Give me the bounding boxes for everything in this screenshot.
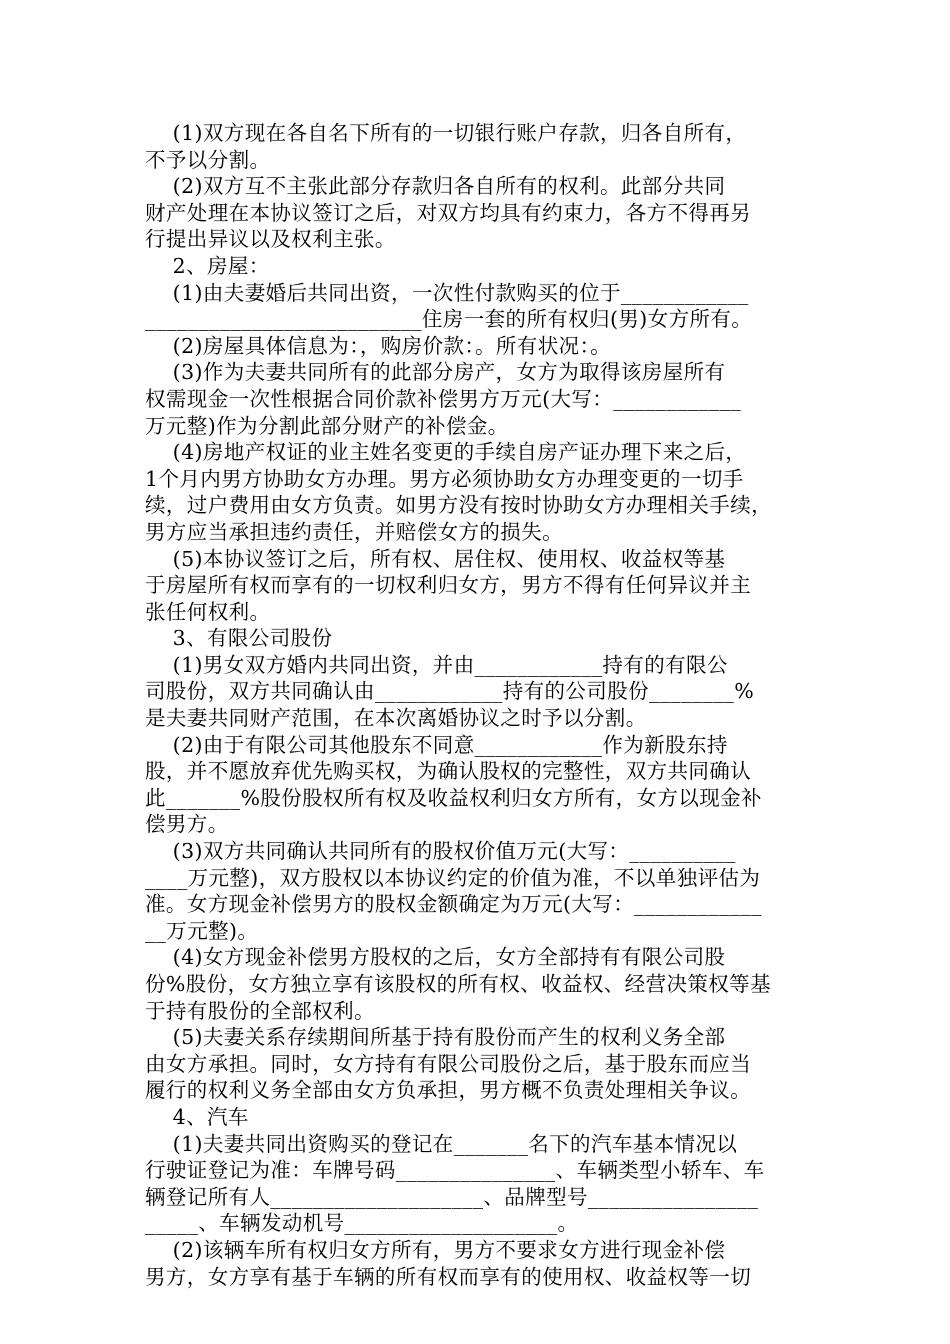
text-line: 2、房屋： [145, 253, 270, 278]
text-line: ____万元整)，双方股权以本协议约定的价值为准，不以单独评估为 [145, 865, 761, 890]
text-line: 4、汽车 [145, 1104, 249, 1129]
text-line: 准。女方现金补偿男方的股权金额确定为万元(大写：____________ [145, 892, 762, 917]
text-line: (2)双方互不主张此部分存款归各自所有的权利。此部分共同 [145, 174, 726, 199]
text-line: (5)夫妻关系存续期间所基于持有股份而产生的权利义务全部 [145, 1025, 726, 1050]
text-line: (2)房屋具体信息为：，购房价款：。所有状况：。 [145, 333, 612, 358]
text-line: (3)作为夫妻共同所有的此部分房产，女方为取得该房屋所有 [145, 360, 726, 385]
text-line: (4)房地产权证的业主姓名变更的手续自房产证办理下来之后， [145, 440, 747, 465]
text-line: (1)双方现在各自名下所有的一切银行账户存款，归各自所有， [145, 121, 747, 145]
text-line: 是夫妻共同财产范围，在本次离婚协议之时予以分割。 [145, 706, 647, 731]
text-line: 1个月内男方协助女方办理。男方必须协助女方办理变更的一切手 [145, 466, 744, 491]
text-line: 张任何权利。 [145, 599, 271, 624]
text-line: (2)该辆车所有权归女方所有，男方不要求女方进行现金补偿 [145, 1237, 726, 1262]
text-line: 份%股份，女方独立享有该股权的所有权、收益权、经营决策权等基 [145, 972, 771, 996]
text-line: (4)女方现金补偿男方股权的之后，女方全部持有有限公司股 [145, 945, 726, 970]
text-line: (2)由于有限公司其他股东不同意____________作为新股东持 [145, 732, 728, 757]
text-line: (1)男女双方婚内共同出资，并由____________持有的有限公 [145, 652, 728, 677]
text-line: 行驶证登记为准：车牌号码_______________、车辆类型小轿车、车 [145, 1158, 765, 1183]
text-line: (1)夫妻共同出资购买的登记在_______名下的汽车基本情况以 [145, 1131, 738, 1156]
text-line: 于持有股份的全部权利。 [145, 998, 375, 1023]
text-line: 男方应当承担违约责任，并赔偿女方的损失。 [145, 519, 563, 544]
text-line: (3)双方共同确认共同所有的股权价值万元(大写：__________ [145, 839, 736, 864]
text-line: 财产处理在本协议签订之后，对双方均具有约束力，各方不得再另 [145, 200, 752, 225]
text-line: __________________________住房一套的所有权归(男)女方所有。 [145, 307, 753, 332]
text-line: 由女方承担。同时，女方持有有限公司股份之后，基于股东而应当 [145, 1051, 752, 1076]
text-line: (5)本协议签订之后，所有权、居住权、使用权、收益权等基 [145, 546, 726, 571]
text-line: 辆登记所有人____________________、品牌型号________________ [145, 1184, 759, 1209]
text-line: 3、有限公司股份 [145, 626, 333, 651]
text-line: (1)由夫妻婚后共同出资，一次性付款购买的位于____________ [145, 280, 749, 305]
text-line: 续，过户费用由女方负责。如男方没有按时协助女方办理相关手续， [145, 493, 772, 518]
text-line: 股，并不愿放弃优先购买权，为确认股权的完整性，双方共同确认 [145, 759, 752, 784]
text-line: 于房屋所有权而享有的一切权利归女方，男方不得有任何异议并主 [145, 573, 752, 598]
document-body [145, 120, 807, 1290]
text-line: 履行的权利义务全部由女方负承担，男方概不负责处理相关争议。 [145, 1078, 752, 1103]
text-line: 男方，女方享有基于车辆的所有权而享有的使用权、收益权等一切 [145, 1264, 752, 1289]
text-line: 权需现金一次性根据合同价款补偿男方万元(大写：____________ [145, 386, 741, 411]
text-line: _____、车辆发动机号____________________。 [145, 1211, 579, 1236]
text-line: 行提出异议以及权利主张。 [145, 227, 396, 252]
text-line: 司股份，双方共同确认由____________持有的公司股份________% [145, 679, 755, 704]
text-line: 此_______%股份股权所有权及收益权利归女方所有，女方以现金补 [145, 785, 762, 810]
text-line: 偿男方。 [145, 812, 229, 837]
text-line: 不予以分割。 [145, 147, 271, 172]
text-line: __万元整)。 [145, 918, 259, 943]
text-line: 万元整)作为分割此部分财产的补偿金。 [145, 413, 509, 438]
